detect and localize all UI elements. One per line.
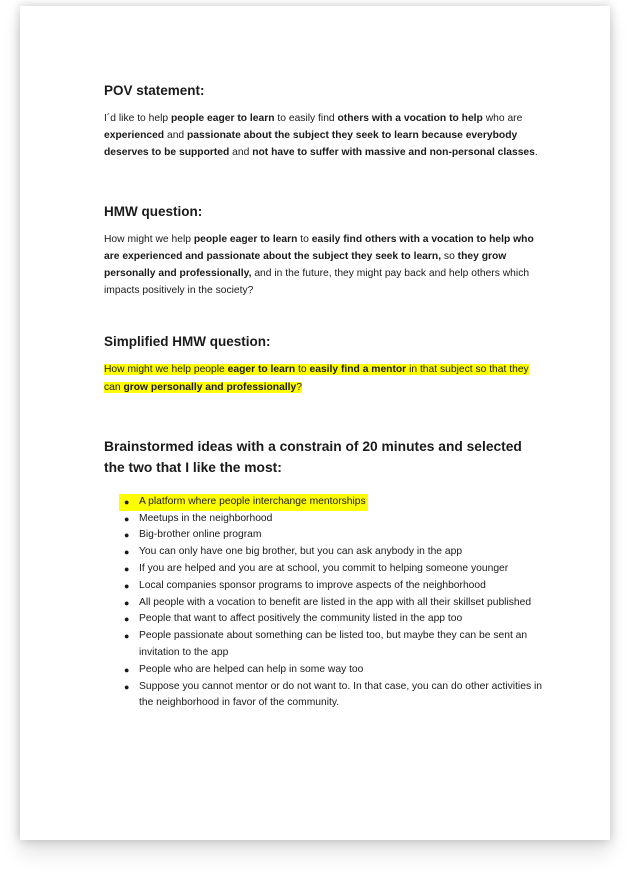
hmw-text-bold: easily find others with a vocation to help who are experienced and passionate about the subject they seek to learn, — [104, 233, 534, 262]
list-item-text: Big-brother online program — [139, 529, 262, 541]
list-item-highlighted — [119, 494, 368, 511]
bullet-icon: ● — [124, 530, 130, 541]
list-item-text: Local companies sponsor programs to improve aspects of the neighborhood — [139, 579, 486, 591]
bullet-icon: ● — [124, 580, 130, 591]
highlighted-text: ? — [296, 381, 303, 393]
simplified-hmw-heading: Simplified HMW question: — [104, 334, 271, 350]
pov-text-span: and — [164, 130, 188, 142]
bullet-icon: ● — [124, 597, 130, 608]
list-item — [124, 527, 544, 544]
highlighted-text: How might we help people — [104, 364, 228, 376]
list-item — [124, 611, 544, 628]
pov-text-span: I´d like to help — [104, 113, 171, 124]
highlighted-bold-text: eager to learn — [227, 364, 296, 376]
hmw-text-span: to — [297, 233, 312, 245]
list-item — [124, 544, 544, 561]
highlighted-bold-text: easily find a mentor — [309, 364, 407, 376]
pov-text-span: and — [229, 147, 253, 159]
list-item-text: You can only have one big brother, but you can ask anybody in the app — [139, 546, 463, 558]
pov-text-span: to easily find — [274, 113, 338, 124]
list-item-text: All people with a vocation to benefit are listed in the app with all their skillset published — [139, 596, 532, 608]
highlighted-text: in that subject so that they can — [104, 364, 529, 393]
list-item-text: People that want to affect positively the community listed in the app too — [139, 613, 463, 625]
highlighted-text: to — [295, 364, 310, 376]
pov-text-bold: others with a vocation to help — [337, 113, 483, 124]
pov-text-bold: passionate about the subject they seek to learn because everybody deserves to be supported — [104, 130, 518, 159]
pov-text-span: . — [534, 147, 538, 159]
list-item — [124, 511, 544, 528]
document-body — [104, 76, 544, 712]
list-item — [124, 628, 544, 662]
pov-text-span: who are — [482, 113, 523, 124]
bullet-icon: ● — [124, 681, 130, 692]
pov-heading: POV statement: — [104, 83, 205, 98]
list-item-text: People who are helped can help in some way too — [139, 663, 364, 675]
hmw-text-bold: they grow personally and professionally, — [104, 250, 507, 280]
bullet-icon: ● — [124, 496, 130, 507]
hmw-text-bold: people eager to learn — [193, 233, 298, 245]
list-item — [124, 595, 544, 612]
list-item — [124, 578, 544, 595]
list-item — [124, 662, 544, 679]
hmw-heading: HMW question: — [104, 203, 203, 219]
bullet-icon: ● — [124, 513, 130, 524]
bullet-icon: ● — [124, 614, 130, 625]
list-item-text: A platform where people interchange mentorships — [139, 495, 366, 507]
pov-text-bold: people eager to learn — [170, 113, 275, 124]
list-item — [124, 679, 544, 713]
hmw-text-span: How might we help — [104, 233, 194, 245]
bullet-icon: ● — [124, 564, 130, 575]
bullet-icon: ● — [124, 547, 130, 558]
brainstorm-heading: Brainstormed ideas with a constrain of 20 minutes and selected the two that I like the most: — [104, 438, 522, 475]
list-item — [124, 561, 544, 578]
hmw-text-span: so — [441, 250, 458, 262]
list-item-text: Meetups in the neighborhood — [139, 512, 273, 524]
hmw-text-span: and in the future, they might pay back and help others which impacts positively in the society? — [104, 268, 530, 297]
ideas-list — [104, 491, 544, 712]
simplified-hmw-question — [104, 361, 544, 395]
highlighted-bold-text: grow personally and professionally — [123, 381, 297, 393]
bullet-icon: ● — [124, 631, 130, 642]
list-item-text: Suppose you cannot mentor or do not want to. In that case, you can do other activities in the neighborhood in favor of the community. — [139, 680, 542, 709]
pov-statement — [104, 110, 544, 162]
bullet-icon: ● — [124, 664, 130, 675]
list-item-text: People passionate about something can be listed too, but maybe they can be sent an invitation to the app — [139, 630, 528, 658]
pov-text-bold: not have to suffer with massive and non-personal classes — [252, 147, 535, 159]
document-page — [20, 6, 610, 840]
pov-text-bold: experienced — [104, 130, 165, 142]
hmw-question — [104, 231, 544, 300]
list-item-text: If you are helped and you are at school, you commit to helping someone younger — [139, 563, 509, 575]
